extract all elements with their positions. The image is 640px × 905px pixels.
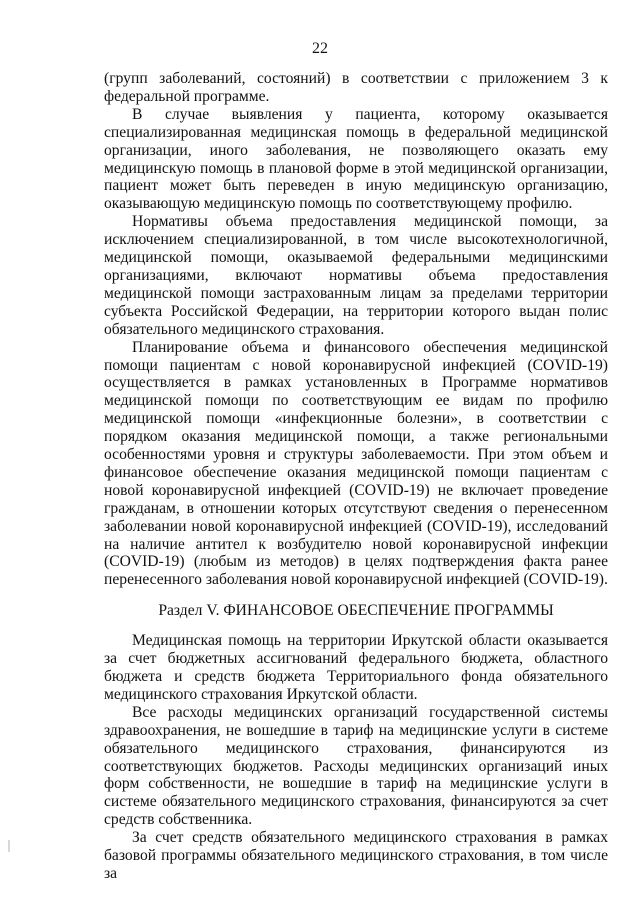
paragraph-covid-planning: Планирование объема и финансового обеспечения медицинской помощи пациентам с новой коронавирусной инфекцией (COVID-19) осуществляется в рамках установленных в Программе нормативов медицинской помощи по соответствующим ее видам по профилю медицинской помощи «инфекционные болезни», в соответствии с порядком оказания медицинской помощи, а также региональными особенностями уровня и структуры заболеваемости. При этом объем и финансовое обеспечение оказания медицинской помощи пациентам с новой коронавирусной инфекцией (COVID-19) не включает проведение гражданам, в отношении которых отсутствуют сведения о перенесенном заболевании новой коронавирусной инфекцией (COVID-19), исследований на наличие антител к возбудителю новой коронавирусной инфекции (COVID-19) (любым из методов) в целях подтверждения факта ранее перенесенного заболевания новой коронавирусной инфекцией (COVID-19). (104, 338, 608, 589)
paragraph-volume-standards: Нормативы объема предоставления медицинской помощи, за исключением специализированной, в том числе высокотехнологичной, медицинской помощи, оказываемой федеральными медицинскими организациями, включают нормативы объема предоставления медицинской помощи застрахованным лицам за пределами территории субъекта Российской Федерации, на территории которого выдан полис обязательного медицинского страхования. (104, 213, 608, 338)
paragraph-oms-funding: За счет средств обязательного медицинского страхования в рамках базовой программы обязательного медицинского страхования, в том числе за (104, 829, 608, 882)
paragraph-funding-sources: Медицинская помощь на территории Иркутской области оказывается за счет бюджетных ассигнований федерального бюджета, областного бюджета и средств бюджета Территориального фонда обязательного медицинского страхования Иркутской области. (104, 632, 608, 703)
section-heading: Раздел V. ФИНАНСОВОЕ ОБЕСПЕЧЕНИЕ ПРОГРАММЫ (158, 602, 554, 620)
document-body (104, 70, 608, 883)
paragraph-expenses: Все расходы медицинских организаций государственной системы здравоохранения, не вошедшие в тариф на медицинские услуги в системе обязательного медицинского страхования, финансируются из соответствующих бюджетов. Расходы медицинских организаций иных форм собственности, не вошедшие в тариф на медицинские услуги в системе обязательного медицинского страхования, финансируются за счет средств собственника. (104, 703, 608, 829)
paragraph-transfer-patient: В случае выявления у пациента, которому оказывается специализированная медицинская помощь в федеральной медицинской организации, иного заболевания, не позволяющего оказать ему медицинскую помощь в плановой форме в этой медицинской организации, пациент может быть переведен в иную медицинскую организацию, оказывающую медицинскую помощь по соответствующему профилю. (104, 105, 608, 213)
page-number: 22 (312, 40, 328, 57)
scan-margin-mark (8, 840, 10, 852)
paragraph-continuation: (групп заболеваний, состояний) в соответствии с приложением 3 к федеральной программе. (104, 70, 608, 105)
